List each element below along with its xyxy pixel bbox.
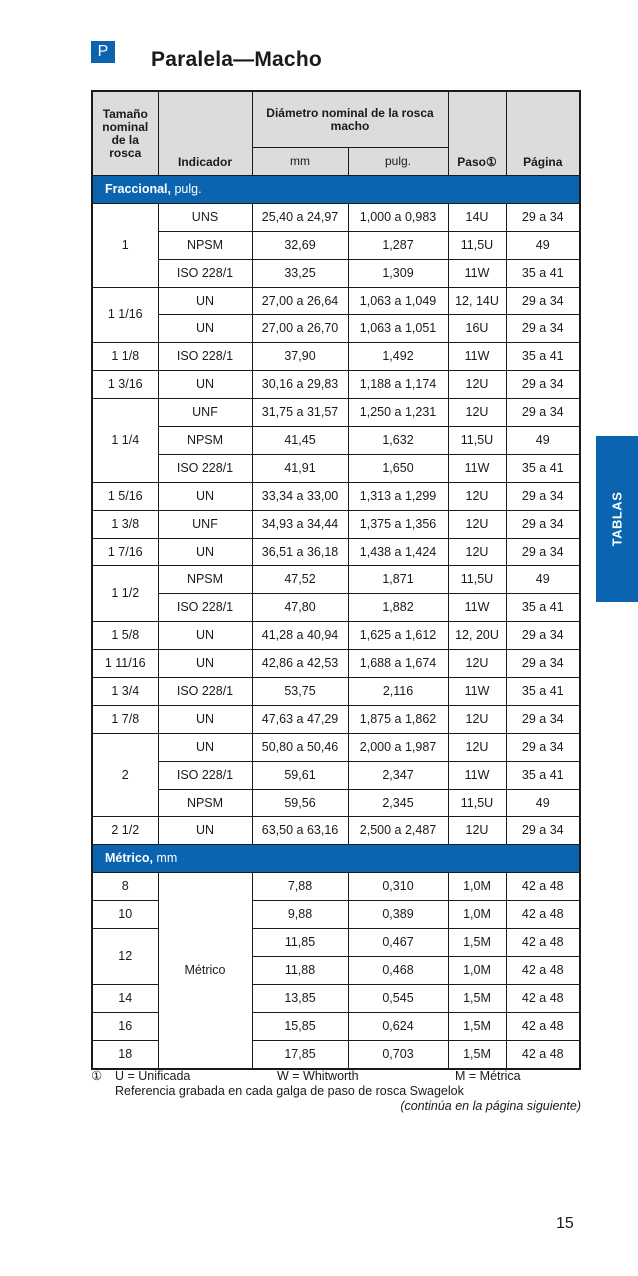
pagina-cell: 42 a 48 — [506, 873, 580, 901]
pagina-cell: 35 a 41 — [506, 678, 580, 706]
size-cell: 1 1/16 — [92, 287, 158, 343]
pagina-cell: 42 a 48 — [506, 956, 580, 984]
section-metrico — [92, 845, 580, 873]
table-row — [92, 259, 580, 287]
page-number: 15 — [556, 1215, 574, 1232]
pagina-cell: 29 a 34 — [506, 622, 580, 650]
table-row — [92, 566, 580, 594]
mm-cell: 42,86 a 42,53 — [252, 650, 348, 678]
indicador-cell: ISO 228/1 — [158, 454, 252, 482]
paso-cell: 12U — [448, 538, 506, 566]
pulg-cell: 1,063 a 1,049 — [348, 287, 448, 315]
table-row — [92, 371, 580, 399]
size-cell: 8 — [92, 873, 158, 901]
table-row — [92, 510, 580, 538]
paso-cell: 11,5U — [448, 789, 506, 817]
table-row — [92, 538, 580, 566]
pagina-cell: 29 a 34 — [506, 315, 580, 343]
paso-cell: 12U — [448, 817, 506, 845]
paso-cell: 12U — [448, 705, 506, 733]
indicador-cell: ISO 228/1 — [158, 343, 252, 371]
section-unit: mm — [152, 851, 178, 866]
size-cell: 2 — [92, 733, 158, 817]
indicador-cell: UN — [158, 817, 252, 845]
paso-cell: 12U — [448, 399, 506, 427]
side-tab-tablas[interactable] — [596, 436, 638, 602]
pulg-cell: 1,313 a 1,299 — [348, 482, 448, 510]
pagina-cell: 29 a 34 — [506, 287, 580, 315]
mm-cell: 50,80 a 50,46 — [252, 733, 348, 761]
table-row — [92, 315, 580, 343]
pagina-cell: 42 a 48 — [506, 929, 580, 957]
indicador-cell: NPSM — [158, 231, 252, 259]
table-row — [92, 873, 580, 901]
paso-cell: 11W — [448, 761, 506, 789]
pagina-cell: 29 a 34 — [506, 650, 580, 678]
paso-cell: 11,5U — [448, 427, 506, 455]
pulg-cell: 1,688 a 1,674 — [348, 650, 448, 678]
pagina-cell: 49 — [506, 789, 580, 817]
col-paso: Paso① — [448, 91, 506, 176]
mm-cell: 27,00 a 26,70 — [252, 315, 348, 343]
mm-cell: 53,75 — [252, 678, 348, 706]
pulg-cell: 1,882 — [348, 594, 448, 622]
pulg-cell: 0,624 — [348, 1012, 448, 1040]
section-label: Métrico, — [105, 851, 153, 866]
pagina-cell: 35 a 41 — [506, 259, 580, 287]
paso-cell: 11W — [448, 454, 506, 482]
table-row — [92, 594, 580, 622]
indicador-cell: UNF — [158, 399, 252, 427]
table-row — [92, 287, 580, 315]
table-row — [92, 650, 580, 678]
mm-cell: 31,75 a 31,57 — [252, 399, 348, 427]
mm-cell: 32,69 — [252, 231, 348, 259]
pulg-cell: 0,310 — [348, 873, 448, 901]
indicador-cell: UN — [158, 482, 252, 510]
pagina-cell: 49 — [506, 231, 580, 259]
table-row — [92, 733, 580, 761]
pagina-cell: 29 a 34 — [506, 705, 580, 733]
mm-cell: 47,52 — [252, 566, 348, 594]
col-pulg: pulg. — [348, 148, 448, 176]
paso-cell: 11W — [448, 594, 506, 622]
size-cell: 1 1/8 — [92, 343, 158, 371]
indicador-cell: NPSM — [158, 427, 252, 455]
pagina-cell: 29 a 34 — [506, 482, 580, 510]
pulg-cell: 1,632 — [348, 427, 448, 455]
table-row — [92, 427, 580, 455]
size-cell: 1 5/16 — [92, 482, 158, 510]
pulg-cell: 0,703 — [348, 1040, 448, 1068]
table-row — [92, 343, 580, 371]
table-row — [92, 231, 580, 259]
pulg-cell: 1,875 a 1,862 — [348, 705, 448, 733]
paso-cell: 14U — [448, 203, 506, 231]
paso-cell: 11W — [448, 343, 506, 371]
indicador-cell: ISO 228/1 — [158, 761, 252, 789]
size-cell: 1 7/8 — [92, 705, 158, 733]
pagina-cell: 49 — [506, 427, 580, 455]
paso-cell: 12U — [448, 650, 506, 678]
pagina-cell: 29 a 34 — [506, 733, 580, 761]
paso-cell: 12, 14U — [448, 287, 506, 315]
mm-cell: 59,56 — [252, 789, 348, 817]
mm-cell: 63,50 a 63,16 — [252, 817, 348, 845]
paso-cell: 11W — [448, 678, 506, 706]
size-cell: 10 — [92, 901, 158, 929]
indicador-cell: ISO 228/1 — [158, 678, 252, 706]
footnote-legend — [91, 1069, 581, 1084]
footnote-continues: (continúa en la página siguiente) — [400, 1099, 581, 1113]
pagina-cell: 42 a 48 — [506, 901, 580, 929]
size-cell: 1 1/2 — [92, 566, 158, 622]
mm-cell: 47,80 — [252, 594, 348, 622]
size-cell: 1 — [92, 203, 158, 287]
table-row — [92, 454, 580, 482]
table-row — [92, 705, 580, 733]
mm-cell: 11,85 — [252, 929, 348, 957]
pulg-cell: 1,438 a 1,424 — [348, 538, 448, 566]
table-row — [92, 678, 580, 706]
mm-cell: 33,34 a 33,00 — [252, 482, 348, 510]
size-cell: 2 1/2 — [92, 817, 158, 845]
pagina-cell: 49 — [506, 566, 580, 594]
col-tamano: Tamaño nominal de la rosca — [92, 91, 158, 176]
paso-cell: 1,5M — [448, 1012, 506, 1040]
indicador-cell: NPSM — [158, 566, 252, 594]
indicador-cell: UNF — [158, 510, 252, 538]
col-mm: mm — [252, 148, 348, 176]
paso-cell: 11,5U — [448, 566, 506, 594]
pulg-cell: 2,345 — [348, 789, 448, 817]
indicador-cell: UN — [158, 650, 252, 678]
pagina-cell: 42 a 48 — [506, 1040, 580, 1068]
indicador-cell: ISO 228/1 — [158, 594, 252, 622]
mm-cell: 15,85 — [252, 1012, 348, 1040]
pulg-cell: 2,347 — [348, 761, 448, 789]
pagina-cell: 35 a 41 — [506, 761, 580, 789]
paso-cell: 12U — [448, 733, 506, 761]
page-title: Paralela—Macho — [151, 48, 322, 71]
indicador-cell: UN — [158, 733, 252, 761]
pulg-cell: 1,063 a 1,051 — [348, 315, 448, 343]
paso-cell: 1,5M — [448, 984, 506, 1012]
table-row — [92, 203, 580, 231]
size-cell: 1 7/16 — [92, 538, 158, 566]
paso-cell: 1,5M — [448, 929, 506, 957]
size-cell: 16 — [92, 1012, 158, 1040]
footnote-unified: U = Unificada — [115, 1069, 191, 1083]
pulg-cell: 0,389 — [348, 901, 448, 929]
pulg-cell: 0,467 — [348, 929, 448, 957]
mm-cell: 30,16 a 29,83 — [252, 371, 348, 399]
indicador-cell: UN — [158, 371, 252, 399]
indicador-cell: ISO 228/1 — [158, 259, 252, 287]
col-pagina: Página — [506, 91, 580, 176]
pulg-cell: 2,116 — [348, 678, 448, 706]
indicador-cell: NPSM — [158, 789, 252, 817]
col-diametro: Diámetro nominal de la rosca macho — [252, 91, 448, 148]
mm-cell: 25,40 a 24,97 — [252, 203, 348, 231]
mm-cell: 36,51 a 36,18 — [252, 538, 348, 566]
thread-spec-table — [91, 90, 581, 1070]
pulg-cell: 0,468 — [348, 956, 448, 984]
mm-cell: 41,28 a 40,94 — [252, 622, 348, 650]
pulg-cell: 1,250 a 1,231 — [348, 399, 448, 427]
mm-cell: 34,93 a 34,44 — [252, 510, 348, 538]
paso-cell: 1,5M — [448, 1040, 506, 1068]
pagina-cell: 29 a 34 — [506, 510, 580, 538]
footnote-marker: ① — [91, 1069, 103, 1083]
size-cell: 1 11/16 — [92, 650, 158, 678]
pagina-cell: 35 a 41 — [506, 594, 580, 622]
mm-cell: 59,61 — [252, 761, 348, 789]
section-fraccional — [92, 176, 580, 204]
pagina-cell: 29 a 34 — [506, 203, 580, 231]
pagina-cell: 42 a 48 — [506, 1012, 580, 1040]
side-tab-label: TABLAS — [609, 491, 625, 547]
paso-cell: 12U — [448, 482, 506, 510]
pulg-cell: 2,000 a 1,987 — [348, 733, 448, 761]
paso-cell: 1,0M — [448, 873, 506, 901]
pulg-cell: 1,309 — [348, 259, 448, 287]
mm-cell: 7,88 — [252, 873, 348, 901]
indicador-cell: UN — [158, 538, 252, 566]
mm-cell: 11,88 — [252, 956, 348, 984]
footnote-whitworth: W = Whitworth — [277, 1069, 359, 1083]
indicador-cell: UNS — [158, 203, 252, 231]
paso-cell: 11W — [448, 259, 506, 287]
indicador-cell: UN — [158, 287, 252, 315]
pagina-cell: 35 a 41 — [506, 454, 580, 482]
section-unit: pulg. — [171, 181, 202, 196]
paso-cell: 1,0M — [448, 956, 506, 984]
pagina-cell: 29 a 34 — [506, 371, 580, 399]
paso-cell: 12U — [448, 371, 506, 399]
pulg-cell: 1,188 a 1,174 — [348, 371, 448, 399]
mm-cell: 47,63 a 47,29 — [252, 705, 348, 733]
size-cell: 1 3/8 — [92, 510, 158, 538]
mm-cell: 41,91 — [252, 454, 348, 482]
indicador-cell: UN — [158, 705, 252, 733]
size-cell: 1 1/4 — [92, 399, 158, 483]
metric-indicator-cell: Métrico — [158, 873, 252, 1069]
table-row — [92, 399, 580, 427]
mm-cell: 13,85 — [252, 984, 348, 1012]
mm-cell: 27,00 a 26,64 — [252, 287, 348, 315]
section-label: Fraccional, — [105, 181, 171, 196]
size-cell: 1 3/16 — [92, 371, 158, 399]
pagina-cell: 42 a 48 — [506, 984, 580, 1012]
pagina-cell: 29 a 34 — [506, 399, 580, 427]
mm-cell: 17,85 — [252, 1040, 348, 1068]
size-cell: 1 3/4 — [92, 678, 158, 706]
pagina-cell: 29 a 34 — [506, 538, 580, 566]
pulg-cell: 1,625 a 1,612 — [348, 622, 448, 650]
pulg-cell: 2,500 a 2,487 — [348, 817, 448, 845]
table-row — [92, 789, 580, 817]
indicador-cell: UN — [158, 315, 252, 343]
pagina-cell: 29 a 34 — [506, 817, 580, 845]
indicador-cell: UN — [158, 622, 252, 650]
size-cell: 1 5/8 — [92, 622, 158, 650]
table-row — [92, 817, 580, 845]
pulg-cell: 1,375 a 1,356 — [348, 510, 448, 538]
pulg-cell: 1,287 — [348, 231, 448, 259]
pulg-cell: 1,000 a 0,983 — [348, 203, 448, 231]
paso-cell: 1,0M — [448, 901, 506, 929]
pulg-cell: 0,545 — [348, 984, 448, 1012]
size-cell: 18 — [92, 1040, 158, 1068]
section-badge: P — [91, 41, 115, 63]
paso-cell: 12U — [448, 510, 506, 538]
size-cell: 12 — [92, 929, 158, 985]
pulg-cell: 1,650 — [348, 454, 448, 482]
paso-cell: 16U — [448, 315, 506, 343]
mm-cell: 37,90 — [252, 343, 348, 371]
table-row — [92, 482, 580, 510]
footnote — [91, 1069, 581, 1114]
size-cell: 14 — [92, 984, 158, 1012]
table-row — [92, 761, 580, 789]
paso-cell: 11,5U — [448, 231, 506, 259]
pulg-cell: 1,871 — [348, 566, 448, 594]
footnote-reference: Referencia grabada en cada galga de paso de rosca Swagelok — [115, 1084, 464, 1098]
mm-cell: 41,45 — [252, 427, 348, 455]
mm-cell: 33,25 — [252, 259, 348, 287]
paso-cell: 12, 20U — [448, 622, 506, 650]
pagina-cell: 35 a 41 — [506, 343, 580, 371]
mm-cell: 9,88 — [252, 901, 348, 929]
table-row — [92, 622, 580, 650]
footnote-metric: M = Métrica — [455, 1069, 521, 1083]
col-indicador: Indicador — [158, 91, 252, 176]
pulg-cell: 1,492 — [348, 343, 448, 371]
